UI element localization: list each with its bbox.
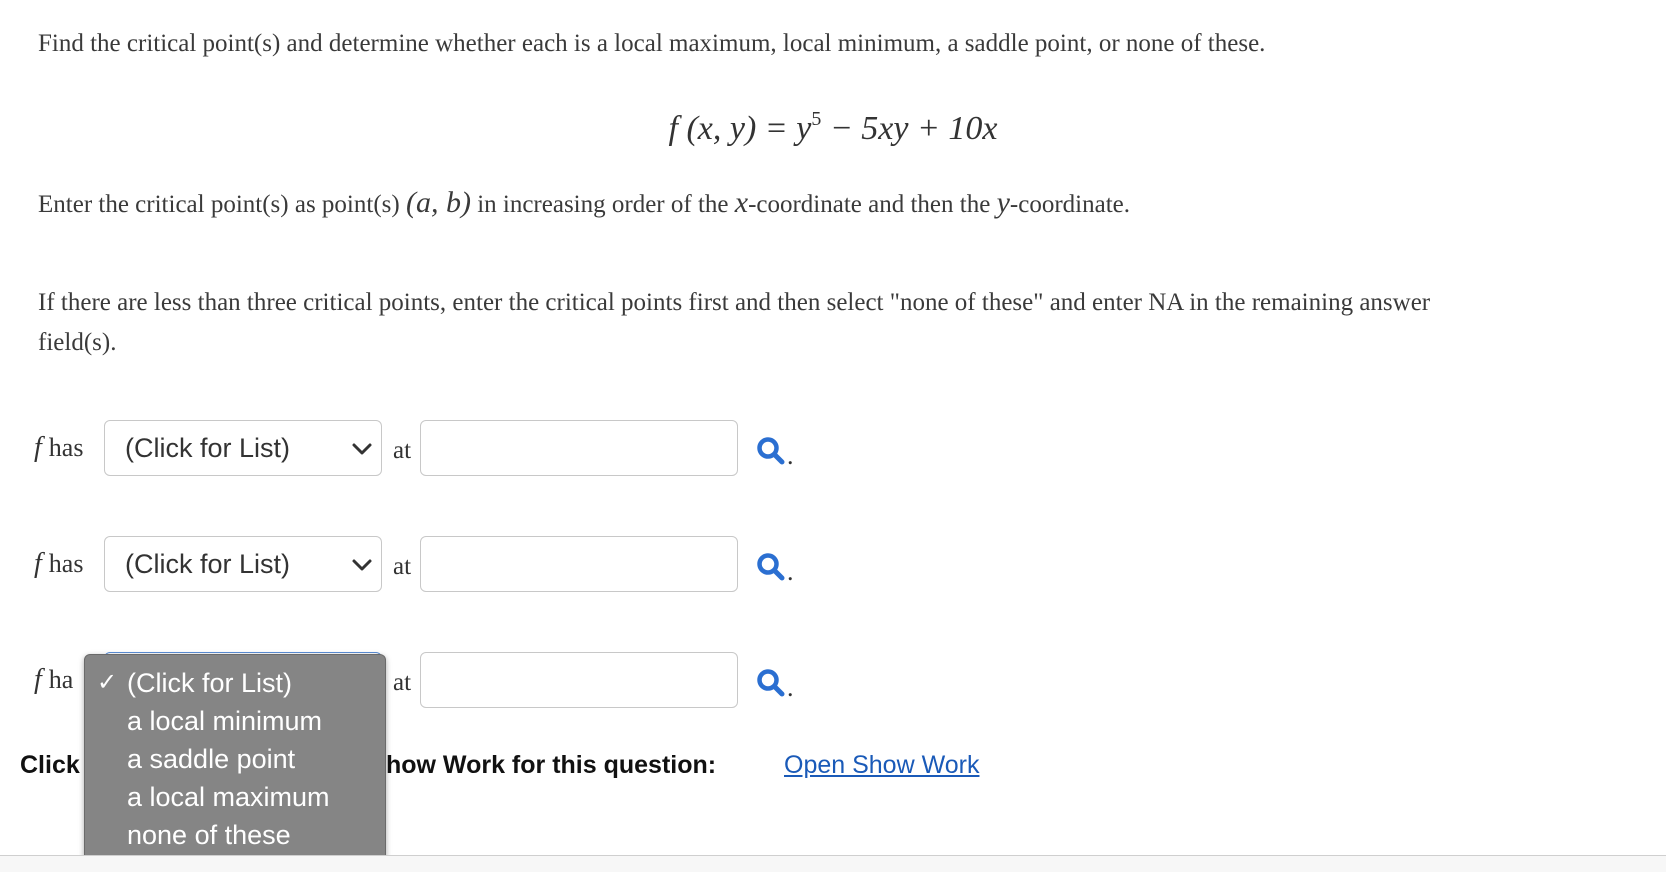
row-2-at: at [393, 553, 412, 580]
magnifier-icon[interactable] [756, 436, 786, 466]
row-3-has: ha [48, 665, 74, 694]
dropdown-option-label: a saddle point [127, 744, 296, 774]
row-1-period: . [787, 441, 794, 470]
dropdown-option-local-minimum[interactable] [85, 702, 385, 740]
row-1-at: at [393, 437, 412, 464]
row-2-has: has [48, 549, 84, 578]
show-work-label-left: Click [20, 751, 80, 779]
order-note-part2: in increasing order of the [470, 191, 735, 218]
show-work-label-right: how Work for this question: [386, 751, 717, 779]
dropdown-option-click-for-list[interactable] [85, 664, 385, 702]
row-1-classification-select[interactable] [104, 420, 382, 476]
dropdown-option-saddle-point[interactable] [85, 740, 385, 778]
row-3-f: f [34, 664, 42, 695]
order-note-y: y [996, 186, 1010, 219]
order-note-part4: -coordinate. [1009, 191, 1130, 218]
magnifier-icon[interactable] [756, 552, 786, 582]
formula-lhs: f (x, y) = y [668, 110, 812, 147]
magnifier-icon[interactable] [756, 668, 786, 698]
row-2-label [34, 548, 83, 580]
chevron-down-icon [351, 438, 373, 460]
order-note-part1: Enter the critical point(s) as point(s) [38, 191, 406, 218]
row-3-at: at [393, 669, 412, 696]
row-1-select-value: (Click for List) [125, 432, 291, 463]
row-3-label [34, 664, 73, 696]
function-formula [0, 108, 1666, 148]
dropdown-option-label: none of these [127, 820, 291, 850]
dropdown-option-label: a local minimum [127, 706, 323, 736]
order-note-point: (a, b) [405, 186, 471, 219]
row-3-point-input[interactable] [420, 652, 738, 708]
fewer-points-note-line1: If there are less than three critical points, enter the critical points first and then select "none of these" and enter NA in the remaining answer [38, 289, 1431, 316]
chevron-down-icon [351, 554, 373, 576]
order-note [38, 183, 1130, 225]
formula-rhs: − 5xy + 10x [821, 110, 998, 147]
order-note-part3: -coordinate and then the [748, 191, 997, 218]
dropdown-option-label: (Click for List) [127, 668, 293, 698]
row-2-select-value: (Click for List) [125, 548, 291, 579]
checkmark-icon: ✓ [97, 669, 118, 696]
instruction-text: Find the critical point(s) and determine whether each is a local maximum, local minimum, a saddle point, or none of these. [38, 30, 1266, 57]
row-3-period: . [787, 673, 794, 702]
fewer-points-note-line2: field(s). [38, 329, 117, 356]
row-1-f: f [34, 432, 42, 463]
row-2-point-input[interactable] [420, 536, 738, 592]
row-2-period: . [787, 557, 794, 586]
row-1-point-input[interactable] [420, 420, 738, 476]
classification-dropdown-list[interactable] [84, 654, 386, 864]
row-2-classification-select[interactable] [104, 536, 382, 592]
dropdown-option-label: a local maximum [127, 782, 330, 812]
row-1-label [34, 432, 83, 464]
row-2-f: f [34, 548, 42, 579]
order-note-x: x [734, 186, 749, 219]
open-show-work-link[interactable]: Open Show Work [784, 751, 980, 779]
formula-exponent: 5 [811, 108, 822, 130]
dropdown-option-local-maximum[interactable] [85, 778, 385, 816]
row-1-has: has [48, 433, 84, 462]
dropdown-option-none-of-these[interactable] [85, 816, 385, 854]
bottom-footer-area [0, 856, 1666, 872]
